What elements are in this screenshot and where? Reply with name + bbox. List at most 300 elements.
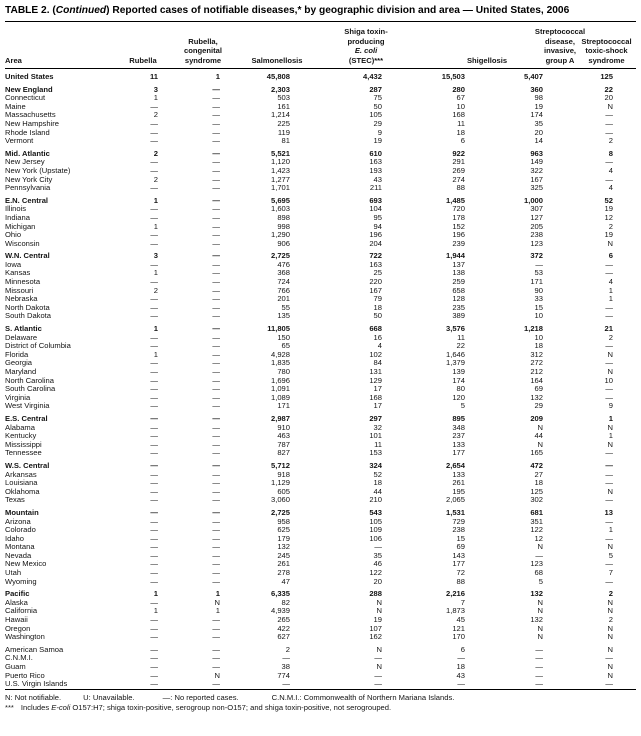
value-cell: N <box>607 632 613 642</box>
value-cell: — <box>212 662 220 671</box>
value-cell: 1 <box>608 525 613 535</box>
value-cell: 627 <box>277 632 290 642</box>
value-cell: 8 <box>608 148 613 158</box>
area-cell: Kansas <box>5 268 31 278</box>
value-cell: — <box>605 384 613 394</box>
area-cell: Indiana <box>5 212 30 222</box>
area-cell: Ohio <box>5 230 22 240</box>
value-cell: — <box>150 460 158 470</box>
value-cell: 2 <box>153 148 158 158</box>
area-cell: E.S. Central <box>5 413 48 423</box>
value-cell: — <box>212 422 220 432</box>
value-cell: N <box>214 597 220 607</box>
value-cell: 174 <box>530 110 543 120</box>
value-cell: 165 <box>530 448 543 458</box>
value-cell: — <box>605 495 613 505</box>
value-cell: 3 <box>153 84 158 94</box>
value-cell: 177 <box>452 448 465 458</box>
value-cell: 724 <box>277 277 290 287</box>
value-cell: N <box>214 670 220 680</box>
area-cell: Illinois <box>5 204 27 214</box>
value-cell: N <box>376 644 382 654</box>
value-cell: 261 <box>277 559 290 569</box>
area-cell: Texas <box>5 495 25 505</box>
footnote-stec-marker: *** <box>5 702 14 712</box>
value-cell: — <box>212 533 220 543</box>
value-cell: 2 <box>608 136 613 146</box>
value-cell: — <box>212 401 220 411</box>
value-cell: — <box>150 127 158 137</box>
value-cell: 132 <box>530 392 543 402</box>
value-cell: — <box>150 157 158 167</box>
value-cell: — <box>605 302 613 312</box>
value-cell: 18 <box>373 302 382 312</box>
value-cell: 787 <box>277 439 290 449</box>
area-cell: Delaware <box>5 332 38 342</box>
value-cell: N <box>607 101 613 111</box>
value-cell: 132 <box>530 615 543 625</box>
value-cell: 127 <box>530 212 543 222</box>
value-cell: 174 <box>452 375 465 385</box>
value-cell: 196 <box>369 230 382 240</box>
area-cell: Maine <box>5 101 26 111</box>
footnote-stec-pre: Includes <box>20 702 52 712</box>
value-cell: 668 <box>369 324 382 334</box>
area-cell: Vermont <box>5 136 34 146</box>
value-cell: — <box>605 268 613 278</box>
value-cell: 238 <box>452 525 465 535</box>
value-cell: — <box>212 448 220 458</box>
area-cell: Kentucky <box>5 431 37 441</box>
value-cell: 95 <box>373 212 382 222</box>
value-cell: — <box>535 259 543 269</box>
area-cell: Alaska <box>5 597 28 607</box>
value-cell: 225 <box>277 118 290 128</box>
value-cell: — <box>374 653 382 663</box>
value-cell: 238 <box>530 230 543 240</box>
value-cell: 81 <box>281 136 290 146</box>
value-cell: 1 <box>153 349 158 359</box>
value-cell: — <box>374 670 382 680</box>
value-cell: 4,928 <box>270 349 290 359</box>
value-cell: — <box>605 460 613 470</box>
value-cell: — <box>150 576 158 586</box>
value-cell: — <box>150 204 158 214</box>
value-cell: N <box>537 542 543 552</box>
value-cell: 38 <box>281 662 290 671</box>
value-cell: 212 <box>530 367 543 376</box>
value-cell: 237 <box>452 431 465 441</box>
value-cell: 15,503 <box>441 72 465 81</box>
value-cell: 88 <box>456 576 465 586</box>
value-cell: 22 <box>604 84 613 94</box>
value-cell: — <box>150 332 158 342</box>
value-cell: N <box>607 422 613 432</box>
area-cell: New England <box>5 84 53 94</box>
value-cell: 129 <box>369 375 382 385</box>
value-cell: N <box>537 606 543 616</box>
value-cell: — <box>212 302 220 312</box>
value-cell: — <box>212 221 220 231</box>
value-cell: — <box>212 486 220 496</box>
value-cell: — <box>150 165 158 175</box>
area-cell: Puerto Rico <box>5 670 45 680</box>
value-cell: — <box>457 679 465 689</box>
value-cell: — <box>282 653 290 663</box>
area-cell: New York City <box>5 174 53 184</box>
value-cell: 109 <box>369 525 382 535</box>
area-cell: Mountain <box>5 507 39 517</box>
value-cell: 348 <box>452 422 465 432</box>
value-cell: — <box>150 341 158 351</box>
value-cell: 422 <box>277 623 290 633</box>
value-cell: 45 <box>456 615 465 625</box>
value-cell: 105 <box>369 110 382 120</box>
value-cell: 998 <box>277 221 290 231</box>
value-cell: — <box>605 533 613 543</box>
value-cell: N <box>607 238 613 248</box>
value-cell: 204 <box>369 238 382 248</box>
value-cell: — <box>212 559 220 569</box>
value-cell: — <box>212 644 220 654</box>
value-cell: 1 <box>608 431 613 441</box>
value-cell: 35 <box>534 118 543 128</box>
value-cell: 19 <box>604 230 613 240</box>
value-cell: 280 <box>452 84 465 94</box>
value-cell: 324 <box>369 460 382 470</box>
value-cell: 1,290 <box>270 230 290 240</box>
value-cell: — <box>212 341 220 351</box>
value-cell: — <box>212 516 220 526</box>
value-cell: — <box>150 653 158 663</box>
value-cell: — <box>212 311 220 321</box>
value-cell: 170 <box>452 632 465 642</box>
value-cell: 193 <box>369 165 382 175</box>
value-cell: 1,218 <box>523 324 543 334</box>
value-cell: — <box>150 413 158 423</box>
value-cell: 4 <box>608 183 613 193</box>
value-cell: 1 <box>153 221 158 231</box>
value-cell: 918 <box>277 469 290 479</box>
value-cell: 69 <box>456 542 465 552</box>
value-cell: 1 <box>608 294 613 304</box>
area-cell: Tennessee <box>5 448 42 458</box>
value-cell: 372 <box>530 251 543 261</box>
value-cell: 5 <box>608 550 613 560</box>
value-cell: 67 <box>456 93 465 103</box>
table-row <box>5 69 636 82</box>
area-cell: New York (Upstate) <box>5 165 71 175</box>
value-cell: — <box>605 311 613 321</box>
value-cell: 1 <box>153 93 158 103</box>
value-cell: 177 <box>452 559 465 569</box>
value-cell: — <box>150 516 158 526</box>
value-cell: 389 <box>452 311 465 321</box>
area-cell: Virginia <box>5 392 31 402</box>
value-cell: 22 <box>456 341 465 351</box>
value-cell: — <box>212 230 220 240</box>
area-cell: Guam <box>5 662 26 671</box>
value-cell: 132 <box>277 542 290 552</box>
value-cell: 35 <box>373 550 382 560</box>
value-cell: — <box>150 507 158 517</box>
value-cell: 179 <box>277 533 290 543</box>
value-cell: 123 <box>530 238 543 248</box>
value-cell: 75 <box>373 93 382 103</box>
value-cell: — <box>150 367 158 376</box>
value-cell: — <box>212 413 220 423</box>
value-cell: 178 <box>452 212 465 222</box>
value-cell: — <box>212 542 220 552</box>
area-cell: New Jersey <box>5 157 45 167</box>
value-cell: 102 <box>369 349 382 359</box>
value-cell: — <box>374 542 382 552</box>
table-row <box>5 586 636 599</box>
value-cell: 90 <box>534 285 543 295</box>
value-cell: 922 <box>452 148 465 158</box>
value-cell: — <box>150 478 158 488</box>
value-cell: 4 <box>377 341 382 351</box>
area-cell: Idaho <box>5 533 25 543</box>
value-cell: — <box>150 615 158 625</box>
value-cell: 261 <box>452 478 465 488</box>
value-cell: 68 <box>534 568 543 578</box>
value-cell: 658 <box>452 285 465 295</box>
value-cell: 827 <box>277 448 290 458</box>
area-cell: Connecticut <box>5 93 46 103</box>
value-cell: 307 <box>530 204 543 214</box>
value-cell: — <box>150 486 158 496</box>
value-cell: N <box>607 623 613 633</box>
value-cell: 19 <box>373 615 382 625</box>
value-cell: 325 <box>530 183 543 193</box>
value-cell: 1,379 <box>445 358 465 368</box>
value-cell: 12 <box>534 533 543 543</box>
value-cell: 2,216 <box>445 589 465 599</box>
footnote-no-reported-cases: —: No reported cases. <box>162 692 239 702</box>
value-cell: 18 <box>534 341 543 351</box>
value-cell: 33 <box>534 294 543 304</box>
value-cell: — <box>150 662 158 671</box>
value-cell: — <box>212 615 220 625</box>
footnotes <box>5 690 636 713</box>
value-cell: 2 <box>153 174 158 184</box>
value-cell: 50 <box>373 311 382 321</box>
value-cell: 681 <box>530 507 543 517</box>
value-cell: — <box>212 460 220 470</box>
value-cell: N <box>537 623 543 633</box>
value-cell: 2 <box>608 221 613 231</box>
value-cell: N <box>376 597 382 607</box>
value-cell: — <box>212 375 220 385</box>
value-cell: 161 <box>277 101 290 111</box>
column-header-toxic-shock: Streptococcal toxic-shock syndrome <box>563 22 636 69</box>
value-cell: — <box>212 507 220 517</box>
value-cell: 171 <box>277 401 290 411</box>
value-cell: 20 <box>534 127 543 137</box>
value-cell: 5 <box>538 576 543 586</box>
value-cell: 32 <box>373 422 382 432</box>
value-cell: 163 <box>369 259 382 269</box>
area-cell: S. Atlantic <box>5 324 42 334</box>
value-cell: — <box>535 550 543 560</box>
value-cell: — <box>212 469 220 479</box>
area-cell: New Hampshire <box>5 118 60 128</box>
value-cell: 195 <box>452 486 465 496</box>
table-row <box>5 248 636 261</box>
value-cell: 1,120 <box>270 157 290 167</box>
value-cell: 1,646 <box>445 349 465 359</box>
value-cell: 2 <box>153 285 158 295</box>
value-cell: 610 <box>369 148 382 158</box>
value-cell: — <box>150 559 158 569</box>
value-cell: — <box>150 431 158 441</box>
value-cell: 137 <box>452 259 465 269</box>
value-cell: N <box>607 542 613 552</box>
value-cell: 16 <box>373 332 382 342</box>
value-cell: 29 <box>534 401 543 411</box>
value-cell: 2 <box>285 644 290 654</box>
value-cell: 958 <box>277 516 290 526</box>
value-cell: — <box>150 597 158 607</box>
value-cell: 2 <box>608 615 613 625</box>
value-cell: 17 <box>373 384 382 394</box>
value-cell: 6 <box>460 136 465 146</box>
footnote-unavailable: U: Unavailable. <box>83 692 135 702</box>
value-cell: 1 <box>215 606 220 616</box>
value-cell: 322 <box>530 165 543 175</box>
value-cell: 162 <box>369 632 382 642</box>
value-cell: 44 <box>534 431 543 441</box>
value-cell: 1,214 <box>270 110 290 120</box>
value-cell: 10 <box>456 101 465 111</box>
value-cell: 503 <box>277 93 290 103</box>
value-cell: — <box>212 118 220 128</box>
value-cell: 625 <box>277 525 290 535</box>
footnote-stec-post: O157:H7; shiga toxin-positive, serogroup non-O157; and shiga toxin-positive, not serogrouped. <box>70 702 392 712</box>
value-cell: 265 <box>277 615 290 625</box>
value-cell: 131 <box>369 367 382 376</box>
value-cell: — <box>212 174 220 184</box>
value-cell: — <box>212 576 220 586</box>
value-cell: — <box>212 136 220 146</box>
value-cell: — <box>212 238 220 248</box>
value-cell: 6,335 <box>270 589 290 599</box>
value-cell: 245 <box>277 550 290 560</box>
table-row <box>5 402 636 411</box>
value-cell: 1,835 <box>270 358 290 368</box>
value-cell: 120 <box>452 392 465 402</box>
value-cell: 45,808 <box>266 72 290 81</box>
footnote-cnmi: C.N.M.I.: Commonwealth of Northern Mariana Islands. <box>271 692 455 702</box>
value-cell: 18 <box>456 127 465 137</box>
area-cell: U.S. Virgin Islands <box>5 679 68 689</box>
value-cell: — <box>605 127 613 137</box>
value-cell: — <box>150 679 158 689</box>
value-cell: — <box>150 136 158 146</box>
value-cell: — <box>212 101 220 111</box>
area-cell: District of Columbia <box>5 341 71 351</box>
value-cell: 239 <box>452 238 465 248</box>
value-cell: 5,521 <box>270 148 290 158</box>
value-cell: — <box>212 349 220 359</box>
area-cell: Pacific <box>5 589 30 599</box>
value-cell: 10 <box>604 375 613 385</box>
value-cell: 2,987 <box>270 413 290 423</box>
value-cell: 171 <box>530 277 543 287</box>
value-cell: — <box>605 110 613 120</box>
value-cell: — <box>605 653 613 663</box>
value-cell: — <box>212 358 220 368</box>
title-text: ) Reported cases of notifiable diseases,* by geographic division and area — United States, 2006 <box>106 5 570 16</box>
area-cell: Maryland <box>5 367 37 376</box>
value-cell: — <box>212 277 220 287</box>
value-cell: N <box>607 662 613 671</box>
value-cell: 21 <box>604 324 613 334</box>
value-cell: N <box>537 632 543 642</box>
area-cell: Colorado <box>5 525 36 535</box>
value-cell: — <box>150 533 158 543</box>
value-cell: 25 <box>373 268 382 278</box>
value-cell: — <box>605 559 613 569</box>
value-cell: 1 <box>153 324 158 334</box>
value-cell: — <box>212 632 220 642</box>
value-cell: 5,407 <box>523 72 543 81</box>
value-cell: — <box>150 439 158 449</box>
value-cell: 543 <box>369 507 382 517</box>
value-cell: — <box>212 285 220 295</box>
area-cell: W.S. Central <box>5 460 50 470</box>
value-cell: 368 <box>277 268 290 278</box>
value-cell: 4,939 <box>270 606 290 616</box>
value-cell: 272 <box>530 358 543 368</box>
value-cell: — <box>150 623 158 633</box>
table-row <box>5 633 636 642</box>
value-cell: — <box>605 157 613 167</box>
table-row <box>5 505 636 518</box>
value-cell: — <box>374 679 382 689</box>
value-cell: 9 <box>608 401 613 411</box>
table-row <box>5 680 636 689</box>
value-cell: 5 <box>460 401 465 411</box>
value-cell: — <box>150 277 158 287</box>
value-cell: — <box>150 495 158 505</box>
value-cell: — <box>150 311 158 321</box>
footnote-abbreviations <box>5 693 636 703</box>
value-cell: 1 <box>153 589 158 599</box>
value-cell: 297 <box>369 413 382 423</box>
value-cell: 139 <box>452 367 465 376</box>
value-cell: 1,089 <box>270 392 290 402</box>
value-cell: 1,944 <box>445 251 465 261</box>
area-cell: Pennsylvania <box>5 183 51 193</box>
area-cell: Iowa <box>5 259 22 269</box>
value-cell: 79 <box>373 294 382 304</box>
value-cell: N <box>607 349 613 359</box>
value-cell: 1,000 <box>523 195 543 205</box>
value-cell: 720 <box>452 204 465 214</box>
value-cell: — <box>212 525 220 535</box>
value-cell: N <box>376 606 382 616</box>
value-cell: 17 <box>373 401 382 411</box>
value-cell: 19 <box>373 136 382 146</box>
value-cell: — <box>212 679 220 689</box>
value-cell: 278 <box>277 568 290 578</box>
value-cell: 6 <box>460 644 465 654</box>
value-cell: 2 <box>608 589 613 599</box>
value-cell: N <box>607 597 613 607</box>
value-cell: — <box>605 679 613 689</box>
